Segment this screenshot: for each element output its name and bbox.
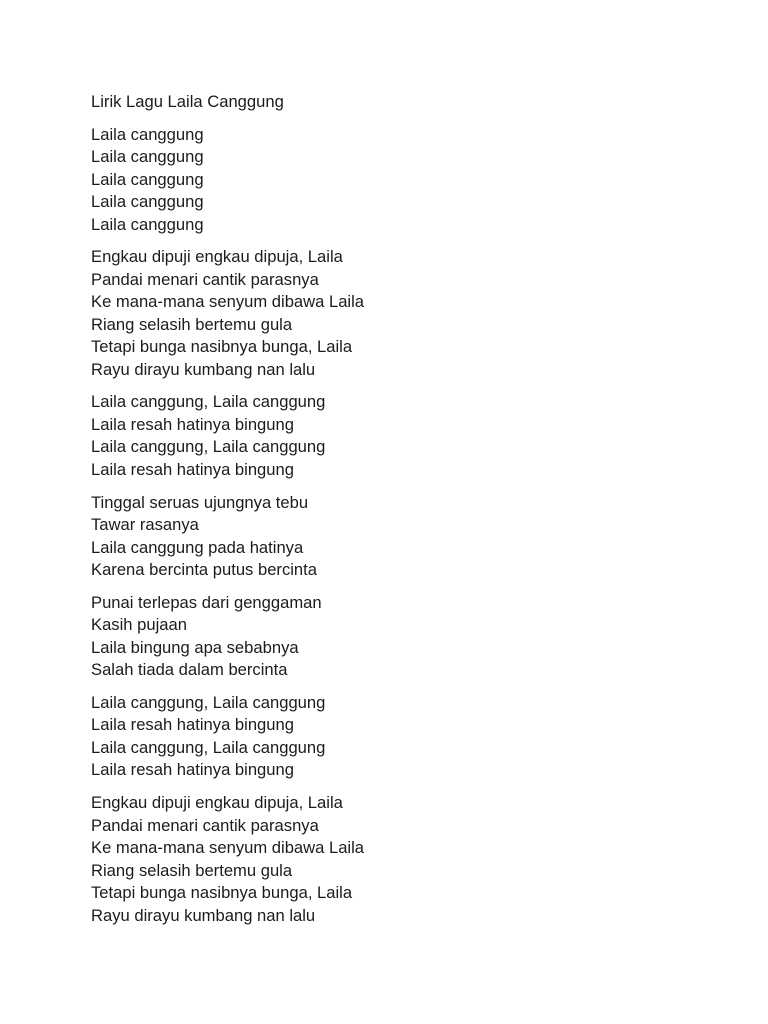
lyric-line: Pandai menari cantik parasnya: [91, 815, 319, 835]
lyric-line: Laila canggung, Laila canggung: [91, 392, 326, 412]
lyric-line: Laila canggung: [91, 124, 204, 144]
document-title: Lirik Lagu Laila Canggung: [91, 92, 284, 111]
document-page: [91, 91, 691, 937]
lyric-line: Riang selasih bertemu gula: [91, 860, 293, 880]
lyric-line: Laila canggung pada hatinya: [91, 537, 304, 557]
lyric-line: Laila canggung: [91, 169, 204, 189]
lyric-line: Riang selasih bertemu gula: [91, 314, 293, 334]
lyric-line: Punai terlepas dari genggaman: [91, 592, 322, 612]
lyric-line: Laila canggung, Laila canggung: [91, 737, 326, 757]
lyric-line: Tinggal seruas ujungnya tebu: [91, 492, 309, 512]
lyric-line: Engkau dipuji engkau dipuja, Laila: [91, 793, 343, 813]
lyric-line: Ke mana-mana senyum dibawa Laila: [91, 838, 365, 858]
lyric-line: Laila bingung apa sebabnya: [91, 637, 299, 657]
stanza-verse-3: [91, 592, 691, 682]
lyric-line: Rayu dirayu kumbang nan lalu: [91, 359, 316, 379]
lyric-line: Laila canggung: [91, 147, 204, 166]
lyric-line: Laila canggung: [91, 192, 204, 211]
lyric-line: Pandai menari cantik parasnya: [91, 269, 319, 289]
lyric-line: Laila resah hatinya bingung: [91, 760, 294, 780]
lyric-line: Laila resah hatinya bingung: [91, 715, 294, 735]
lyric-line: Laila resah hatinya bingung: [91, 414, 294, 434]
lyric-line: Laila canggung, Laila canggung: [91, 692, 326, 712]
lyric-line: Karena bercinta putus bercinta: [91, 560, 318, 580]
lyric-line: Rayu dirayu kumbang nan lalu: [91, 905, 316, 925]
lyric-line: Laila canggung: [91, 214, 204, 234]
lyric-line: Kasih pujaan: [91, 615, 187, 635]
stanza-chorus-2: [91, 692, 691, 782]
stanza-chorus-1: [91, 391, 691, 481]
lyric-line: Ke mana-mana senyum dibawa Laila: [91, 292, 365, 312]
lyric-line: Tetapi bunga nasibnya bunga, Laila: [91, 883, 353, 903]
lyric-line: Laila resah hatinya bingung: [91, 459, 294, 479]
stanza-verse-2: [91, 492, 691, 582]
lyric-line: Engkau dipuji engkau dipuja, Laila: [91, 247, 343, 267]
lyric-line: Tetapi bunga nasibnya bunga, Laila: [91, 337, 353, 357]
lyric-line: Tawar rasanya: [91, 515, 199, 535]
lyric-line: Laila canggung, Laila canggung: [91, 437, 326, 457]
stanza-verse-1: [91, 246, 691, 381]
lyric-line: Salah tiada dalam bercinta: [91, 660, 288, 680]
stanza-verse-4: [91, 792, 691, 927]
stanza-intro: [91, 124, 691, 237]
